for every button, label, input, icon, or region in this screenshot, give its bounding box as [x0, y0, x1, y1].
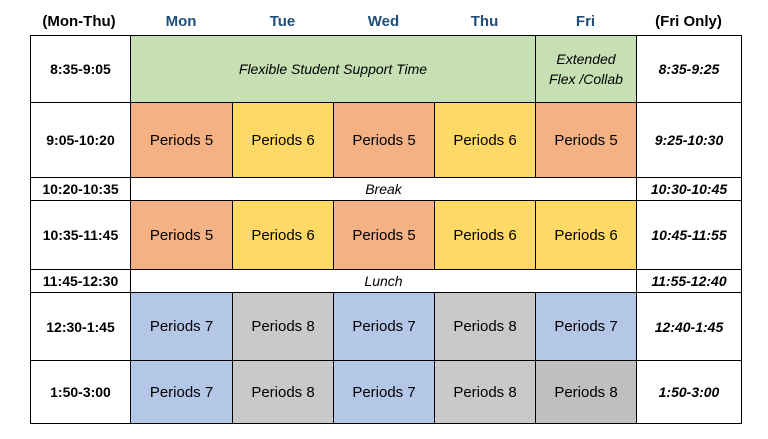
header-thu: Thu [470, 13, 499, 30]
time-cell: 10:20-10:35 [30, 177, 131, 201]
period-cell: Periods 5 [535, 102, 637, 178]
period-cell: Periods 6 [434, 102, 536, 178]
period-cell: Periods 5 [333, 102, 435, 178]
fri-time-cell: 10:30-10:45 [636, 177, 742, 201]
time-cell: 10:35-11:45 [30, 200, 131, 270]
period-cell: Periods 6 [232, 200, 334, 270]
fri-time-cell: 11:55-12:40 [636, 269, 742, 293]
fri-time-cell: 12:40-1:45 [636, 292, 742, 361]
header-fri-only: (Fri Only) [655, 13, 722, 30]
time-cell: 12:30-1:45 [30, 292, 131, 361]
period-cell: Periods 7 [535, 292, 637, 361]
period-cell: Periods 8 [434, 360, 536, 424]
time-cell: 11:45-12:30 [30, 269, 131, 293]
period-cell: Periods 5 [333, 200, 435, 270]
break-cell: Break [130, 177, 637, 201]
flex-time-cell: Flexible Student Support Time [130, 35, 536, 103]
fri-time-cell: 9:25-10:30 [636, 102, 742, 178]
header-mon: Mon [165, 13, 197, 30]
period-cell: Periods 6 [434, 200, 536, 270]
period-cell: Periods 7 [333, 360, 435, 424]
period-cell: Periods 6 [535, 200, 637, 270]
fri-time-cell: 10:45-11:55 [636, 200, 742, 270]
header-mon-thu: (Mon-Thu) [42, 13, 116, 30]
fri-extended-flex-cell: Extended Flex /Collab [535, 35, 637, 103]
header-wed: Wed [367, 13, 400, 30]
header-fri: Fri [575, 13, 596, 30]
period-cell: Periods 5 [130, 200, 233, 270]
period-cell: Periods 7 [130, 360, 233, 424]
lunch-cell: Lunch [130, 269, 637, 293]
fri-time-cell: 1:50-3:00 [636, 360, 742, 424]
period-cell: Periods 8 [232, 292, 334, 361]
period-cell: Periods 8 [434, 292, 536, 361]
period-cell: Periods 8 [535, 360, 637, 424]
time-cell: 1:50-3:00 [30, 360, 131, 424]
fri-time-cell: 8:35-9:25 [636, 35, 742, 103]
period-cell: Periods 5 [130, 102, 233, 178]
header-tue: Tue [269, 13, 296, 30]
period-cell: Periods 8 [232, 360, 334, 424]
period-cell: Periods 7 [130, 292, 233, 361]
period-cell: Periods 7 [333, 292, 435, 361]
period-cell: Periods 6 [232, 102, 334, 178]
time-cell: 8:35-9:05 [30, 35, 131, 103]
time-cell: 9:05-10:20 [30, 102, 131, 178]
